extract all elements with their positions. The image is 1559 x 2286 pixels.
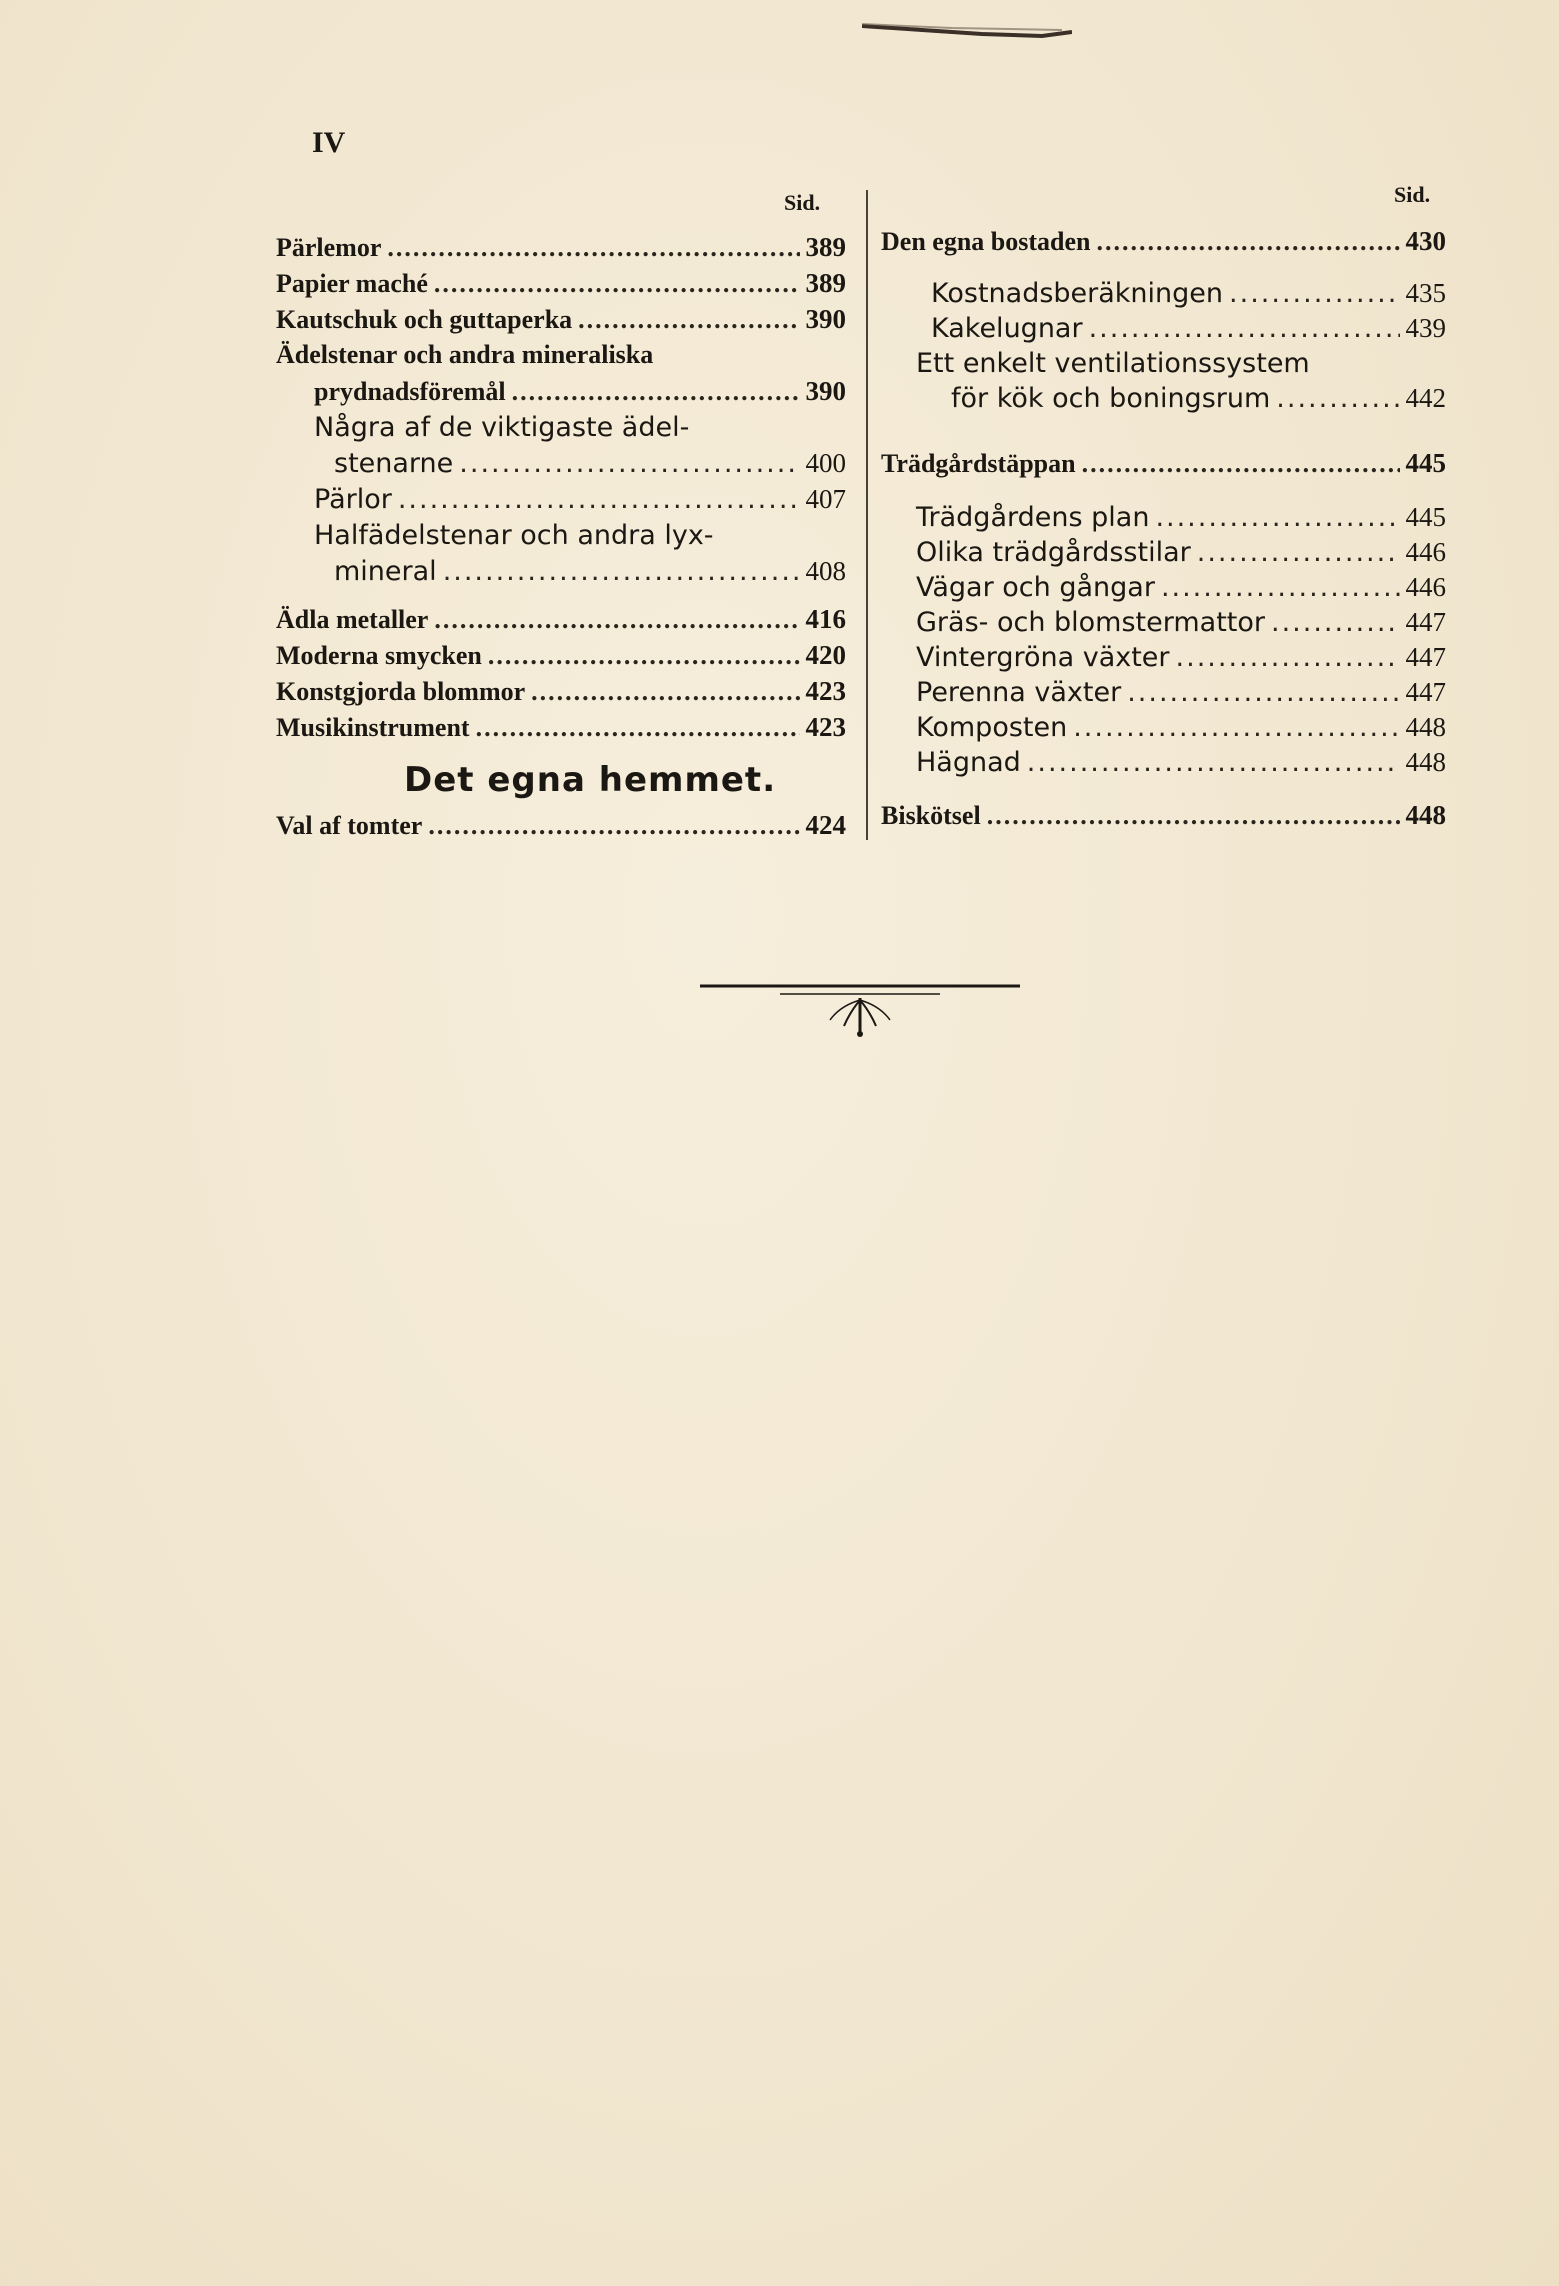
entry-label: Vintergröna växter bbox=[916, 642, 1170, 673]
entry-label: Musikinstrument bbox=[276, 713, 470, 742]
toc-entry[interactable] bbox=[916, 642, 1446, 673]
entry-label: Perenna växter bbox=[916, 677, 1122, 708]
leader-dots bbox=[443, 556, 800, 587]
entry-page: 423 bbox=[805, 712, 846, 742]
entry-page: 442 bbox=[1405, 383, 1446, 413]
leader-dots bbox=[1271, 607, 1399, 638]
entry-page: 423 bbox=[805, 676, 846, 706]
toc-entry[interactable] bbox=[881, 800, 1446, 831]
toc-entry[interactable] bbox=[916, 502, 1446, 533]
torn-edge-mark bbox=[862, 22, 1072, 44]
toc-entry[interactable] bbox=[276, 640, 846, 671]
leader-dots bbox=[512, 377, 800, 407]
entry-label: Hägnad bbox=[916, 747, 1021, 778]
leader-dots bbox=[1176, 642, 1400, 673]
leader-dots bbox=[398, 484, 800, 515]
entry-page: 447 bbox=[1405, 677, 1446, 707]
entry-page: 448 bbox=[1405, 747, 1446, 777]
toc-entry[interactable] bbox=[276, 232, 846, 263]
entry-label: för kök och boningsrum bbox=[951, 383, 1271, 414]
entry-page: 407 bbox=[805, 484, 846, 514]
entry-label: Trädgårdens plan bbox=[916, 502, 1150, 533]
entry-page: 447 bbox=[1405, 607, 1446, 637]
leader-dots bbox=[459, 448, 799, 479]
entry-page: 448 bbox=[1405, 800, 1446, 830]
toc-entry[interactable] bbox=[916, 572, 1446, 603]
leader-dots bbox=[1073, 712, 1399, 743]
toc-entry[interactable] bbox=[276, 268, 846, 299]
leader-dots bbox=[987, 801, 1400, 831]
entry-label: Kostnadsberäkningen bbox=[931, 278, 1224, 309]
entry-label: Pärlor bbox=[314, 484, 392, 515]
entry-label: Kautschuk och guttaperka bbox=[276, 305, 573, 334]
entry-page: 430 bbox=[1405, 226, 1446, 256]
entry-page: 424 bbox=[805, 810, 846, 840]
entry-label: Vägar och gångar bbox=[916, 572, 1155, 603]
toc-entry[interactable] bbox=[314, 376, 846, 407]
leader-dots bbox=[531, 677, 799, 707]
toc-entry[interactable] bbox=[931, 313, 1446, 344]
entry-page: 390 bbox=[805, 376, 846, 406]
entry-label: Gräs- och blomstermattor bbox=[916, 607, 1266, 638]
sid-header-right: Sid. bbox=[1394, 182, 1431, 207]
toc-entry[interactable] bbox=[916, 712, 1446, 743]
entry-label-line1: Några af de viktigaste ädel- bbox=[314, 412, 690, 443]
entry-page: 408 bbox=[805, 556, 846, 586]
entry-label: Papier maché bbox=[276, 269, 428, 298]
column-divider bbox=[866, 190, 868, 840]
entry-label: Pärlemor bbox=[276, 233, 382, 262]
entry-page: 445 bbox=[1405, 502, 1446, 532]
entry-page: 447 bbox=[1405, 642, 1446, 672]
entry-page: 446 bbox=[1405, 572, 1446, 602]
toc-entry[interactable] bbox=[931, 278, 1446, 309]
sid-header-left: Sid. bbox=[784, 190, 821, 215]
leader-dots bbox=[1082, 449, 1400, 479]
entry-label: Den egna bostaden bbox=[881, 227, 1091, 256]
leader-dots bbox=[387, 233, 799, 263]
entry-label: Biskötsel bbox=[881, 801, 981, 830]
entry-page: 389 bbox=[805, 268, 846, 298]
entry-label: Kakelugnar bbox=[931, 313, 1083, 344]
entry-label-line1: Ett enkelt ventilationssystem bbox=[916, 348, 1310, 379]
toc-entry[interactable] bbox=[276, 810, 846, 841]
entry-page: 400 bbox=[805, 448, 846, 478]
leader-dots bbox=[434, 269, 800, 299]
leader-dots bbox=[1127, 677, 1399, 708]
entry-label: Trädgårdstäppan bbox=[881, 449, 1076, 478]
entry-label: stenarne bbox=[334, 448, 454, 479]
entry-label: Olika trädgårdsstilar bbox=[916, 537, 1191, 568]
toc-entry[interactable] bbox=[314, 484, 846, 515]
entry-page: 420 bbox=[805, 640, 846, 670]
page-number: IV bbox=[312, 126, 346, 159]
leader-dots bbox=[1161, 572, 1400, 603]
entry-label: Komposten bbox=[916, 712, 1068, 743]
entry-label: Konstgjorda blommor bbox=[276, 677, 526, 706]
entry-page: 435 bbox=[1405, 278, 1446, 308]
toc-entry[interactable] bbox=[276, 676, 846, 707]
section-heading: Det egna hemmet. bbox=[404, 760, 777, 800]
entry-page: 445 bbox=[1405, 448, 1446, 478]
toc-entry[interactable] bbox=[334, 556, 846, 587]
entry-label-line1: Ädelstenar och andra mineraliska bbox=[276, 340, 654, 369]
leader-dots bbox=[1276, 383, 1399, 414]
toc-entry[interactable] bbox=[916, 677, 1446, 708]
entry-page: 448 bbox=[1405, 712, 1446, 742]
leader-dots bbox=[1027, 747, 1400, 778]
toc-entry[interactable] bbox=[916, 607, 1446, 638]
toc-entry[interactable] bbox=[276, 712, 846, 743]
toc-entry[interactable] bbox=[881, 226, 1446, 257]
toc-entry[interactable] bbox=[916, 747, 1446, 778]
toc-entry[interactable] bbox=[334, 448, 846, 479]
entry-label: mineral bbox=[334, 556, 437, 587]
leader-dots bbox=[1155, 502, 1399, 533]
entry-page: 390 bbox=[805, 304, 846, 334]
entry-page: 439 bbox=[1405, 313, 1446, 343]
entry-label-line1: Halfädelstenar och andra lyx- bbox=[314, 520, 714, 551]
entry-page: 416 bbox=[805, 604, 846, 634]
entry-page: 446 bbox=[1405, 537, 1446, 567]
toc-entry[interactable] bbox=[276, 604, 846, 635]
leader-dots bbox=[1096, 227, 1399, 257]
entry-label: Val af tomter bbox=[276, 811, 423, 840]
leader-dots bbox=[434, 605, 799, 635]
leader-dots bbox=[578, 305, 799, 335]
entry-label: Moderna smycken bbox=[276, 641, 482, 670]
leader-dots bbox=[428, 811, 799, 841]
toc-entry[interactable] bbox=[951, 383, 1446, 414]
ornament-divider bbox=[700, 980, 1020, 1040]
entry-page: 389 bbox=[805, 232, 846, 262]
leader-dots bbox=[1197, 537, 1400, 568]
toc-entry[interactable] bbox=[276, 304, 846, 335]
toc-entry[interactable] bbox=[881, 448, 1446, 479]
toc-entry[interactable] bbox=[916, 537, 1446, 568]
leader-dots bbox=[1229, 278, 1399, 309]
leader-dots bbox=[488, 641, 800, 671]
entry-label: Ädla metaller bbox=[276, 605, 429, 634]
leader-dots bbox=[476, 713, 800, 743]
leader-dots bbox=[1089, 313, 1400, 344]
entry-label: prydnadsföremål bbox=[314, 377, 506, 406]
